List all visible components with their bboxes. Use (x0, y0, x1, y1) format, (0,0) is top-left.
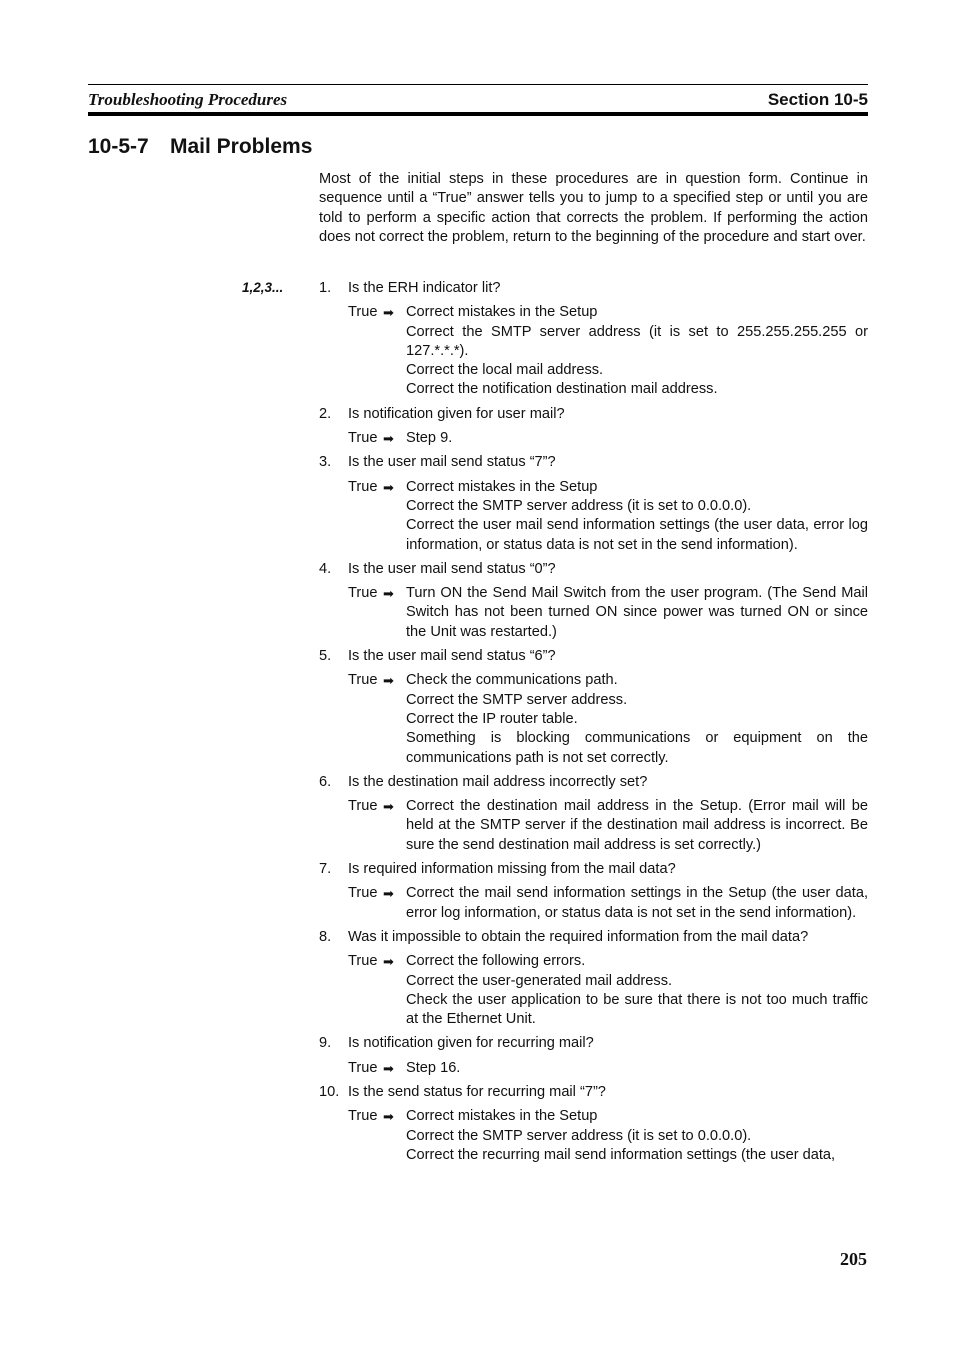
answer-line: Correct the SMTP server address (it is set to 255.255.255.255 or 127.*.*.*). (406, 323, 868, 359)
true-label: True (348, 478, 378, 495)
step-question-row (319, 647, 868, 666)
procedure-step (319, 405, 868, 449)
step-question: Is notification given for user mail? (348, 405, 565, 422)
section-heading (88, 135, 312, 159)
step-number: 6. (319, 773, 332, 790)
section-title: Mail Problems (170, 135, 313, 158)
answer-lines (406, 303, 868, 399)
right-arrow-icon: ➡ (383, 1060, 394, 1076)
step-question: Is the user mail send status “0”? (348, 560, 556, 577)
right-arrow-icon: ➡ (383, 954, 394, 970)
step-answer (348, 884, 868, 923)
answer-lines (406, 429, 868, 448)
step-number: 5. (319, 648, 332, 665)
step-answer (348, 1107, 868, 1165)
step-answer (348, 478, 868, 555)
true-label: True (348, 430, 378, 447)
step-answer (348, 797, 868, 855)
true-label: True (348, 585, 378, 602)
step-question-row (319, 279, 868, 298)
answer-line: Correct the recurring mail send information settings (the user data, (406, 1146, 836, 1163)
procedure-step (319, 1083, 868, 1165)
running-header-title: Troubleshooting Procedures (88, 90, 288, 109)
answer-lines (406, 884, 868, 923)
right-arrow-icon: ➡ (383, 673, 394, 689)
true-label: True (348, 304, 378, 321)
step-question: Is the destination mail address incorrectly set? (348, 773, 648, 790)
steps-label: 1,2,3... (242, 280, 284, 295)
step-question-row (319, 928, 868, 947)
right-arrow-icon: ➡ (383, 431, 394, 447)
step-answer (348, 1059, 868, 1078)
step-question-row (319, 405, 868, 424)
answer-line: Correct mistakes in the Setup (406, 1108, 598, 1125)
procedure-step (319, 928, 868, 1029)
true-label: True (348, 672, 378, 689)
step-answer (348, 952, 868, 1029)
answer-line: Correct the destination mail address in the Setup. (Error mail will be held at the SMTP server if the destination mail address is incorrect. Be sure the send destination mail address is set correctly.) (406, 798, 868, 853)
step-number: 8. (319, 928, 332, 945)
right-arrow-icon: ➡ (383, 479, 394, 495)
step-question: Is the ERH indicator lit? (348, 280, 501, 296)
procedure-step (319, 1034, 868, 1078)
answer-line: Correct the following errors. (406, 953, 586, 970)
answer-line: Turn ON the Send Mail Switch from the user program. (The Send Mail Switch has not been turned ON since power was turned ON or since the Unit was restarted.) (406, 585, 868, 640)
intro-paragraph: Most of the initial steps in these procedures are in question form. Continue in sequence until a “True” answer tells you to jump to a specified step or until you are told to perform a specific action that corrects the problem. If performing the action does not correct the problem, return to the beginning of the procedure and start over. (319, 171, 868, 245)
step-question-row (319, 560, 868, 579)
procedure-step (319, 647, 868, 768)
running-header-section: Section 10-5 (767, 90, 868, 109)
answer-lines (406, 1107, 868, 1165)
step-answer (348, 584, 868, 642)
step-answer (348, 429, 868, 448)
header-top-rule (88, 84, 868, 85)
step-number: 7. (319, 861, 332, 878)
true-label: True (348, 1108, 378, 1125)
answer-line: Correct the mail send information settings in the Setup (the user data, error log information, or status data is not set in the send information). (406, 885, 868, 921)
answer-lines (406, 671, 868, 767)
step-question: Is notification given for recurring mail? (348, 1035, 594, 1052)
answer-line: Correct the SMTP server address (it is set to 0.0.0.0). (406, 497, 752, 514)
step-number: 1. (319, 280, 332, 296)
step-question-row (319, 1034, 868, 1053)
procedure-step (319, 279, 868, 400)
right-arrow-icon: ➡ (383, 586, 394, 602)
answer-lines (406, 478, 868, 555)
true-label: True (348, 798, 378, 815)
answer-line: Check the communications path. (406, 672, 618, 689)
answer-line: Something is blocking communications or equipment on the communications path is not set correctly. (406, 730, 868, 766)
step-answer (348, 671, 868, 767)
answer-lines (406, 1059, 868, 1078)
right-arrow-icon: ➡ (383, 1109, 394, 1125)
step-question-row (319, 453, 868, 472)
header-bottom-rule (88, 112, 868, 116)
step-question: Was it impossible to obtain the required information from the mail data? (348, 928, 809, 945)
procedure-step (319, 860, 868, 923)
step-question-row (319, 1083, 868, 1102)
right-arrow-icon: ➡ (383, 305, 394, 321)
procedure-step (319, 453, 868, 554)
answer-line: Correct the user-generated mail address. (406, 972, 673, 989)
step-number: 2. (319, 405, 332, 422)
procedure-step (319, 560, 868, 642)
answer-lines (406, 584, 868, 642)
answer-line: Step 16. (406, 1059, 461, 1076)
answer-lines (406, 952, 868, 1029)
section-number: 10-5-7 (88, 135, 149, 158)
step-question-row (319, 860, 868, 879)
step-number: 3. (319, 454, 332, 471)
answer-line: Correct mistakes in the Setup (406, 478, 598, 495)
answer-line: Correct the SMTP server address (it is set to 0.0.0.0). (406, 1127, 752, 1144)
answer-line: Correct the IP router table. (406, 710, 578, 727)
step-question: Is the send status for recurring mail “7”? (348, 1083, 606, 1100)
answer-line: Correct mistakes in the Setup (406, 304, 598, 321)
page-number: 205 (840, 1249, 867, 1269)
answer-line: Correct the local mail address. (406, 362, 604, 379)
true-label: True (348, 1059, 378, 1076)
step-question: Is required information missing from the mail data? (348, 861, 676, 878)
step-number: 9. (319, 1035, 332, 1052)
answer-line: Check the user application to be sure that there is not too much traffic at the Ethernet Unit. (406, 991, 868, 1028)
step-number: 10. (319, 1083, 340, 1100)
step-question-row (319, 773, 868, 792)
answer-lines (406, 797, 868, 855)
procedure-steps (319, 279, 868, 1170)
step-question: Is the user mail send status “7”? (348, 454, 556, 471)
answer-line: Step 9. (406, 430, 453, 447)
procedure-step (319, 773, 868, 855)
step-question: Is the user mail send status “6”? (348, 648, 556, 665)
step-answer (348, 303, 868, 399)
answer-line: Correct the user mail send information settings (the user data, error log information, or status data is not set in the send information). (406, 517, 868, 553)
true-label: True (348, 885, 378, 902)
right-arrow-icon: ➡ (383, 799, 394, 815)
answer-line: Correct the notification destination mail address. (406, 381, 718, 398)
answer-line: Correct the SMTP server address. (406, 691, 628, 708)
right-arrow-icon: ➡ (383, 886, 394, 902)
step-number: 4. (319, 560, 332, 577)
true-label: True (348, 953, 378, 970)
